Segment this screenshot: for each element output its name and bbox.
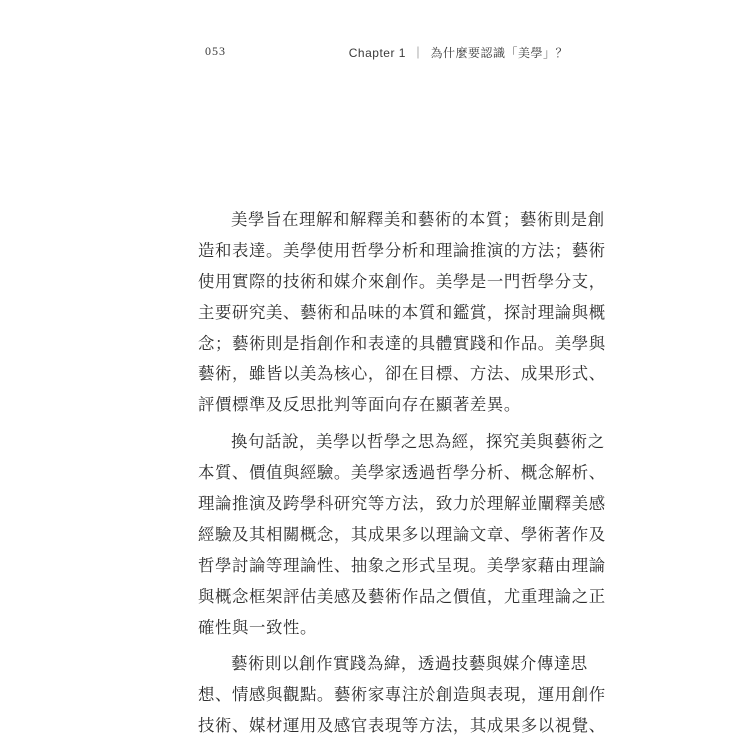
text-line: 想、情感與觀點。藝術家專注於創造與表現，運用創作 <box>198 685 606 705</box>
header-separator: ｜ <box>411 46 425 60</box>
text-line: 主要研究美、藝術和品味的本質和鑑賞，探討理論與概 <box>198 302 606 322</box>
text-line: 造和表達。美學使用哲學分析和理論推演的方法；藝術 <box>198 240 606 260</box>
text-line: 經驗及其相關概念，其成果多以理論文章、學術著作及 <box>198 524 606 544</box>
text-line: 確性與一致性。 <box>198 617 317 637</box>
text-line: 理論推演及跨學科研究等方法，致力於理解並闡釋美感 <box>198 494 606 514</box>
text-line: 評價標準及反思批判等面向存在顯著差異。 <box>198 395 521 415</box>
text-line: 念；藝術則是指創作和表達的具體實踐和作品。美學與 <box>198 333 606 353</box>
text-line: 技術、媒材運用及感官表現等方法，其成果多以視覺、 <box>198 716 606 736</box>
chapter-label: Chapter 1 <box>348 46 406 60</box>
page-number: 053 <box>205 44 226 58</box>
text-line: 與概念框架評估美感及藝術作品之價值，尤重理論之正 <box>198 586 606 606</box>
text-line: 哲學討論等理論性、抽象之形式呈現。美學家藉由理論 <box>198 555 606 575</box>
text-line: 藝術則以創作實踐為緯，透過技藝與媒介傳達思 <box>231 654 588 674</box>
text-line: 藝術，雖皆以美為核心，卻在目標、方法、成果形式、 <box>198 364 606 384</box>
text-line: 本質、價值與經驗。美學家透過哲學分析、概念解析、 <box>198 463 606 483</box>
paragraph <box>198 427 606 643</box>
text-line: 使用實際的技術和媒介來創作。美學是一門哲學分支， <box>198 271 606 291</box>
running-head <box>349 44 568 61</box>
paragraph <box>198 205 606 421</box>
chapter-title: 為什麼要認識「美學」？ <box>430 46 568 60</box>
body-text <box>198 205 606 742</box>
text-line: 換句話說，美學以哲學之思為經，探究美與藝術之 <box>231 432 605 452</box>
text-line: 美學旨在理解和解釋美和藝術的本質；藝術則是創 <box>231 210 605 229</box>
paragraph <box>198 649 606 742</box>
